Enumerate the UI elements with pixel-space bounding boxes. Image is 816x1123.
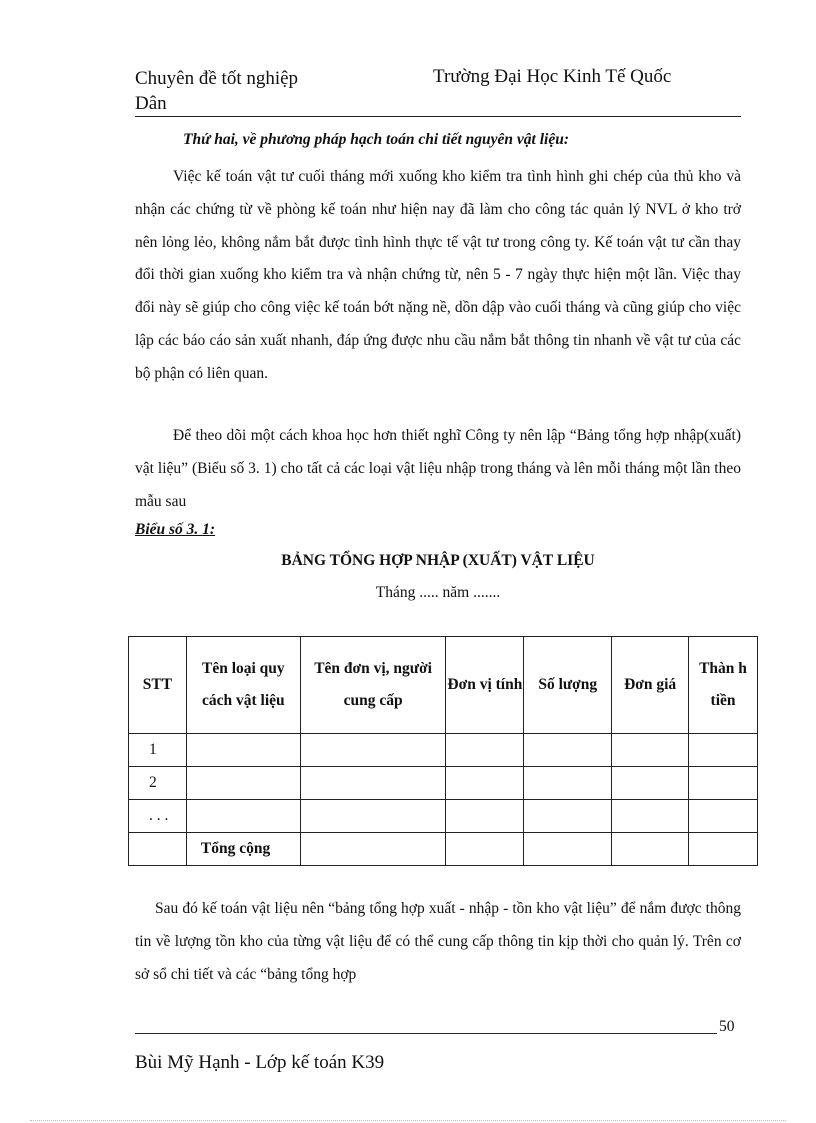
total-label: Tổng cộng [186, 833, 300, 866]
table-cell [612, 800, 689, 833]
table-cell [689, 734, 758, 767]
table-row [129, 800, 758, 833]
summary-table [128, 636, 758, 866]
col-header-supplier: Tên đơn vị, người cung cấp [300, 637, 446, 734]
table-cell [446, 800, 524, 833]
table-cell [689, 800, 758, 833]
table-cell [186, 734, 300, 767]
form-label: Biểu số 3. 1: [135, 521, 216, 538]
table-total-row [129, 833, 758, 866]
table-cell [300, 767, 446, 800]
table-cell [612, 767, 689, 800]
col-header-material-name: Tên loại quy cách vật liệu [186, 637, 300, 734]
table-title: BẢNG TỔNG HỢP NHẬP (XUẤT) VẬT LIỆU [281, 552, 595, 569]
table-cell [186, 800, 300, 833]
table-cell [300, 734, 446, 767]
table-cell [446, 767, 524, 800]
table-row [129, 734, 758, 767]
footer-divider [135, 1033, 717, 1034]
header-left-line1: Chuyên đề tốt nghiệp [135, 68, 299, 89]
table-cell [612, 833, 689, 866]
header-right: Trường Đại Học Kinh Tế Quốc [433, 66, 672, 87]
header-left-line2: Dân [135, 93, 167, 114]
table-cell [524, 767, 612, 800]
row-stt: 2 [129, 767, 187, 800]
col-header-unit-price: Đơn giá [612, 637, 689, 734]
col-header-unit: Đơn vị tính [446, 637, 524, 734]
col-header-quantity: Số lượng [524, 637, 612, 734]
table-cell [689, 767, 758, 800]
row-stt: 1 [129, 734, 187, 767]
col-header-stt: STT [129, 637, 187, 734]
table-subtitle: Tháng ..... năm ....... [375, 584, 501, 601]
header-left [135, 66, 435, 116]
table-cell [300, 800, 446, 833]
col-header-amount: Thàn h tiền [689, 637, 758, 734]
section-heading: Thứ hai, về phương pháp hạch toán chi tiết nguyên vật liệu: [183, 131, 570, 148]
row-stt: . . . [129, 800, 187, 833]
table-row [129, 767, 758, 800]
table-header-row [129, 637, 758, 734]
table-cell [186, 767, 300, 800]
table-cell [446, 833, 524, 866]
footer-author: Bùi Mỹ Hạnh - Lớp kế toán K39 [135, 1052, 385, 1073]
table-cell [300, 833, 446, 866]
table-cell [612, 734, 689, 767]
header-divider [135, 116, 741, 117]
paragraph-3: Sau đó kế toán vật liệu nên “bảng tổng hợp xuất - nhập - tồn kho vật liệu” để nắm được thông tin về lượng tồn kho của từng vật liệu để có thể cung cấp thông tin kịp thời cho quản lý. Trên cơ sở sổ chi tiết và các “bảng tổng hợp [135, 900, 741, 983]
page-bottom-border [30, 1120, 786, 1121]
table-cell [129, 833, 187, 866]
table-cell [689, 833, 758, 866]
table-cell [524, 734, 612, 767]
paragraph-2: Để theo dõi một cách khoa học hơn thiết nghĩ Công ty nên lập “Bảng tổng hợp nhập(xuất) vật liệu” (Biểu số 3. 1) cho tất cả các loại vật liệu nhập trong tháng và lên mỗi tháng một lần theo mẫu sau [135, 427, 741, 510]
table-cell [446, 734, 524, 767]
table-cell [524, 800, 612, 833]
paragraph-1: Việc kế toán vật tư cuối tháng mới xuống kho kiểm tra tình hình ghi chép của thủ kho và nhận các chứng từ về phòng kế toán như hiện nay đã làm cho công tác quản lý NVL ở kho trở nên lỏng lẻo, không nắm bắt được tình hình thực tế vật tư trong công ty. Kế toán vật tư cần thay đổi thời gian xuống kho kiểm tra và nhận chứng từ, nên 5 - 7 ngày thực hiện một lần. Việc thay đổi này sẽ giúp cho công việc kế toán bớt nặng nề, dồn dập vào cuối tháng và cũng giúp cho việc lập các báo cáo sản xuất nhanh, đáp ứng được nhu cầu nắm bắt thông tin nhanh về vật tư của các bộ phận có liên quan. [135, 168, 741, 382]
table-cell [524, 833, 612, 866]
page-number: 50 [719, 1018, 735, 1035]
